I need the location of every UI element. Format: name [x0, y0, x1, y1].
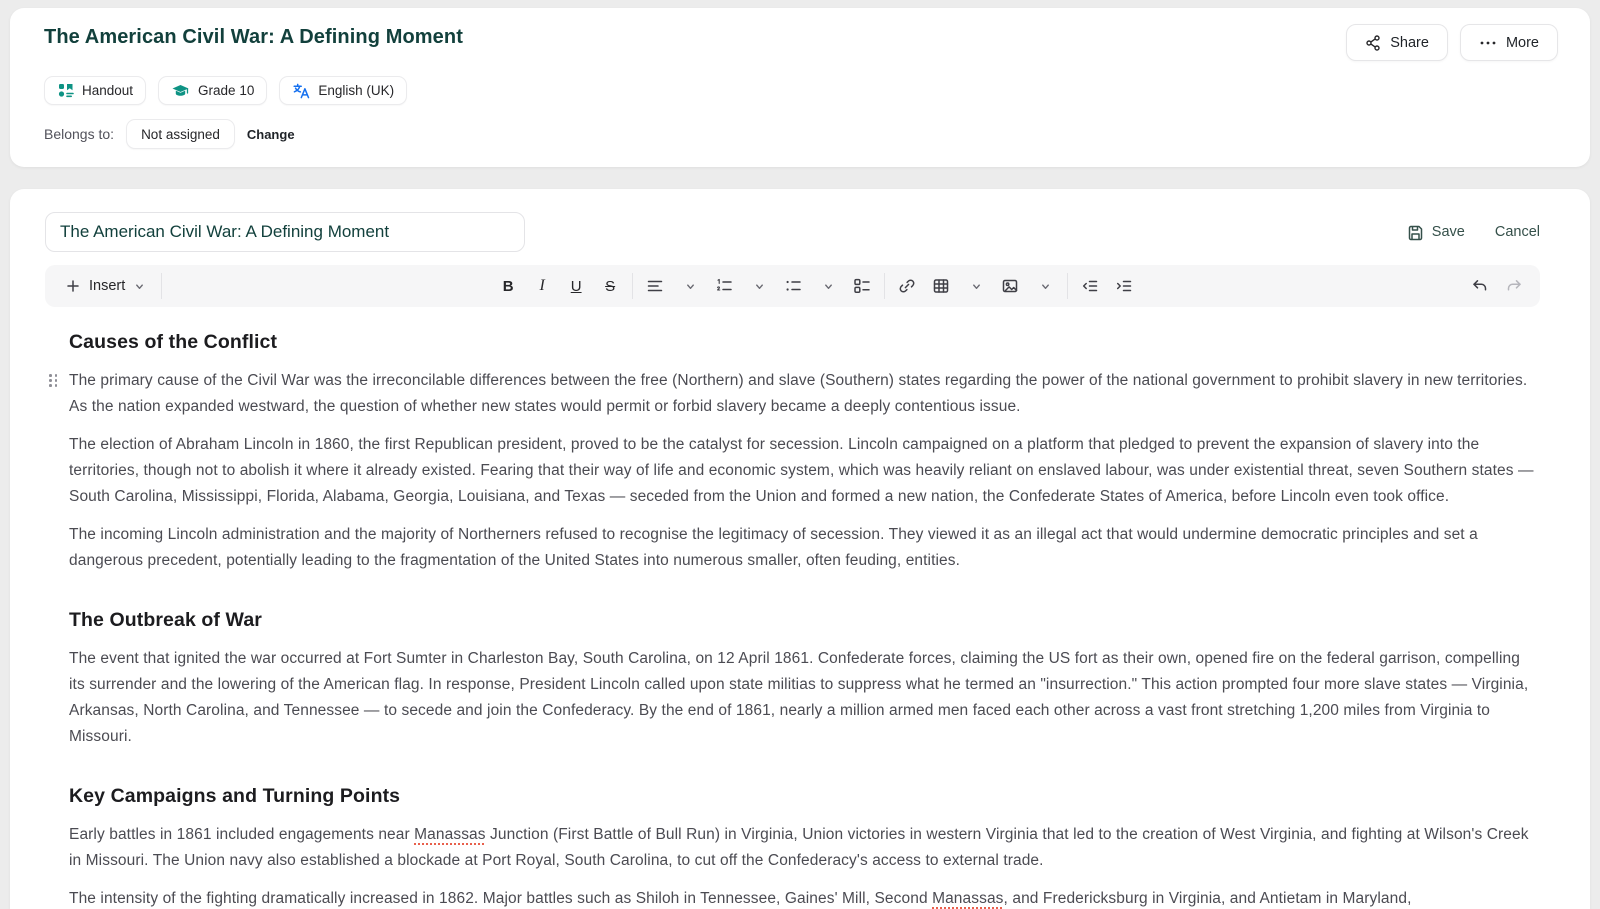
badge-language-label: English (UK)	[318, 83, 395, 98]
badge-grade	[158, 76, 267, 105]
save-button-label: Save	[1431, 224, 1465, 240]
plus-icon	[65, 278, 81, 294]
table-button[interactable]	[925, 270, 957, 302]
chevron-down-icon	[134, 281, 145, 292]
section-heading-causes: Causes of the Conflict	[69, 331, 278, 353]
resource-header-card	[10, 8, 1590, 167]
image-button[interactable]	[994, 270, 1026, 302]
more-button-label: More	[1505, 34, 1539, 51]
bullet-list-icon	[784, 277, 802, 295]
paragraph: The incoming Lincoln administration and the majority of Northerners refused to recognise the legitimacy of secession. They viewed it as an illegal act that would undermine democratic principles and set a dangerous precedent, potentially leading to the fragmentation of the United States into numerous smaller, often feuding, entities.	[69, 526, 1478, 569]
paragraph: The event that ignited the war occurred at Fort Sumter in Charleston Bay, South Carolina, on 12 April 1861. Confederate forces, claiming the US fort as their own, opened fire on the federal garrison, compelling its surrender and the lowering of the American flag. In response, President Lincoln called upon state militias to suppress what he termed an "insurrection." This action prompted four more slave states — Virginia, Arkansas, North Carolina, and Tennessee — to secede and join the Confederacy. By the end of 1861, nearly a million armed men faced each other across a vast front stretching 1,200 miles from Virginia to Missouri.	[69, 650, 1529, 745]
more-button[interactable]	[1460, 24, 1558, 61]
cancel-button[interactable]	[1495, 224, 1540, 240]
change-assignment-button[interactable]: Change	[246, 126, 295, 142]
paragraph: The election of Abraham Lincoln in 1860, the first Republican president, proved to be the catalyst for secession. Lincoln campaigned on a platform that pledged to prevent the expansion of slavery into the territories, though not to abolish it where it already existed. Fearing that their way of life and economic system, which was heavily reliant on enslaved labour, was under existential threat, seven Southern states — South Carolina, Mississippi, Florida, Alabama, Georgia, Louisiana, and Texas — seceded from the Union and formed a new nation, the Confederate States of America, before Lincoln even took office.	[69, 436, 1534, 505]
translate-icon	[292, 82, 310, 100]
badge-resource-type-label: Handout	[82, 83, 134, 98]
paragraph: Early battles in 1861 included engagements near Manassas Junction (First Battle of Bull Run) in Virginia, Union victories in western Virginia that led to the creation of West Virginia, and fighting at Wilson's Creek in Missouri. The Union navy also established a blockade at Port Royal, South Carolina, to cut off the Confederacy's access to external trade.	[69, 826, 1529, 869]
document-body[interactable]	[45, 307, 1540, 909]
cancel-button-label: Cancel	[1494, 224, 1540, 240]
outdent-button[interactable]	[1074, 270, 1106, 302]
paragraph: The intensity of the fighting dramatically increased in 1862. Major battles such as Shiloh in Tennessee, Gaines' Mill, Second Manassas, and Fredericksburg in Virginia, and Antietam in Maryland,	[69, 890, 1412, 907]
undo-icon	[1471, 277, 1489, 295]
misspelled-word: Manassas	[932, 890, 1004, 907]
align-button[interactable]	[639, 270, 671, 302]
page-title: The American Civil War: A Defining Moment	[44, 26, 463, 48]
share-icon	[1365, 35, 1381, 51]
ordered-list-dropdown-chevron[interactable]	[743, 270, 775, 302]
badge-resource-type	[44, 76, 146, 105]
toolbar-divider	[884, 273, 885, 299]
insert-button[interactable]	[55, 270, 155, 302]
badge-grade-label: Grade 10	[198, 83, 255, 98]
italic-icon: I	[539, 277, 545, 294]
align-dropdown-chevron[interactable]	[674, 270, 706, 302]
image-icon	[1001, 277, 1019, 295]
italic-button[interactable]	[526, 270, 558, 302]
bullet-list-button[interactable]	[777, 270, 809, 302]
toolbar-divider	[1067, 273, 1068, 299]
handout-icon	[57, 82, 74, 99]
redo-button[interactable]	[1498, 270, 1530, 302]
belongs-to-label: Belongs to:	[44, 126, 115, 142]
share-button[interactable]	[1346, 24, 1448, 61]
assignment-value: Not assigned	[126, 119, 235, 149]
bold-icon: B	[502, 277, 514, 295]
checklist-button[interactable]	[846, 270, 878, 302]
strikethrough-button[interactable]	[594, 270, 626, 302]
checklist-icon	[853, 277, 871, 295]
paragraph: The primary cause of the Civil War was the irreconcilable differences between the free (Northern) and slave (Southern) states regarding the power of the national government to prohibit slavery in new territories. As the nation expanded westward, the question of whether new states would permit or forbid slavery became a deeply contentious issue.	[69, 372, 1528, 415]
underline-icon: U	[570, 277, 582, 295]
indent-icon	[1115, 277, 1133, 295]
bullet-list-dropdown-chevron[interactable]	[812, 270, 844, 302]
ordered-list-button[interactable]	[708, 270, 740, 302]
strikethrough-icon: S	[605, 277, 616, 295]
ellipsis-icon	[1479, 35, 1497, 51]
ordered-list-icon	[715, 277, 733, 295]
save-button[interactable]	[1407, 224, 1465, 241]
outdent-icon	[1081, 277, 1099, 295]
bold-button[interactable]	[492, 270, 524, 302]
misspelled-word: Manassas	[414, 826, 486, 843]
redo-icon	[1505, 277, 1523, 295]
toolbar-divider	[161, 273, 162, 299]
editor-card	[10, 189, 1590, 909]
table-dropdown-chevron[interactable]	[960, 270, 992, 302]
save-icon	[1407, 224, 1424, 241]
table-icon	[932, 277, 950, 295]
insert-button-label: Insert	[89, 278, 126, 294]
share-button-label: Share	[1390, 34, 1429, 51]
undo-button[interactable]	[1464, 270, 1496, 302]
section-heading-outbreak: The Outbreak of War	[69, 609, 262, 631]
editor-toolbar	[45, 265, 1540, 307]
graduation-cap-icon	[171, 82, 190, 99]
image-dropdown-chevron[interactable]	[1029, 270, 1061, 302]
link-icon	[898, 277, 916, 295]
underline-button[interactable]	[560, 270, 592, 302]
badge-language	[279, 76, 407, 105]
indent-button[interactable]	[1108, 270, 1140, 302]
align-left-icon	[646, 277, 664, 295]
link-button[interactable]	[891, 270, 923, 302]
section-heading-campaigns: Key Campaigns and Turning Points	[69, 785, 401, 807]
toolbar-divider	[632, 273, 633, 299]
document-title-input[interactable]	[45, 212, 525, 252]
drag-handle-icon[interactable]	[49, 374, 60, 389]
